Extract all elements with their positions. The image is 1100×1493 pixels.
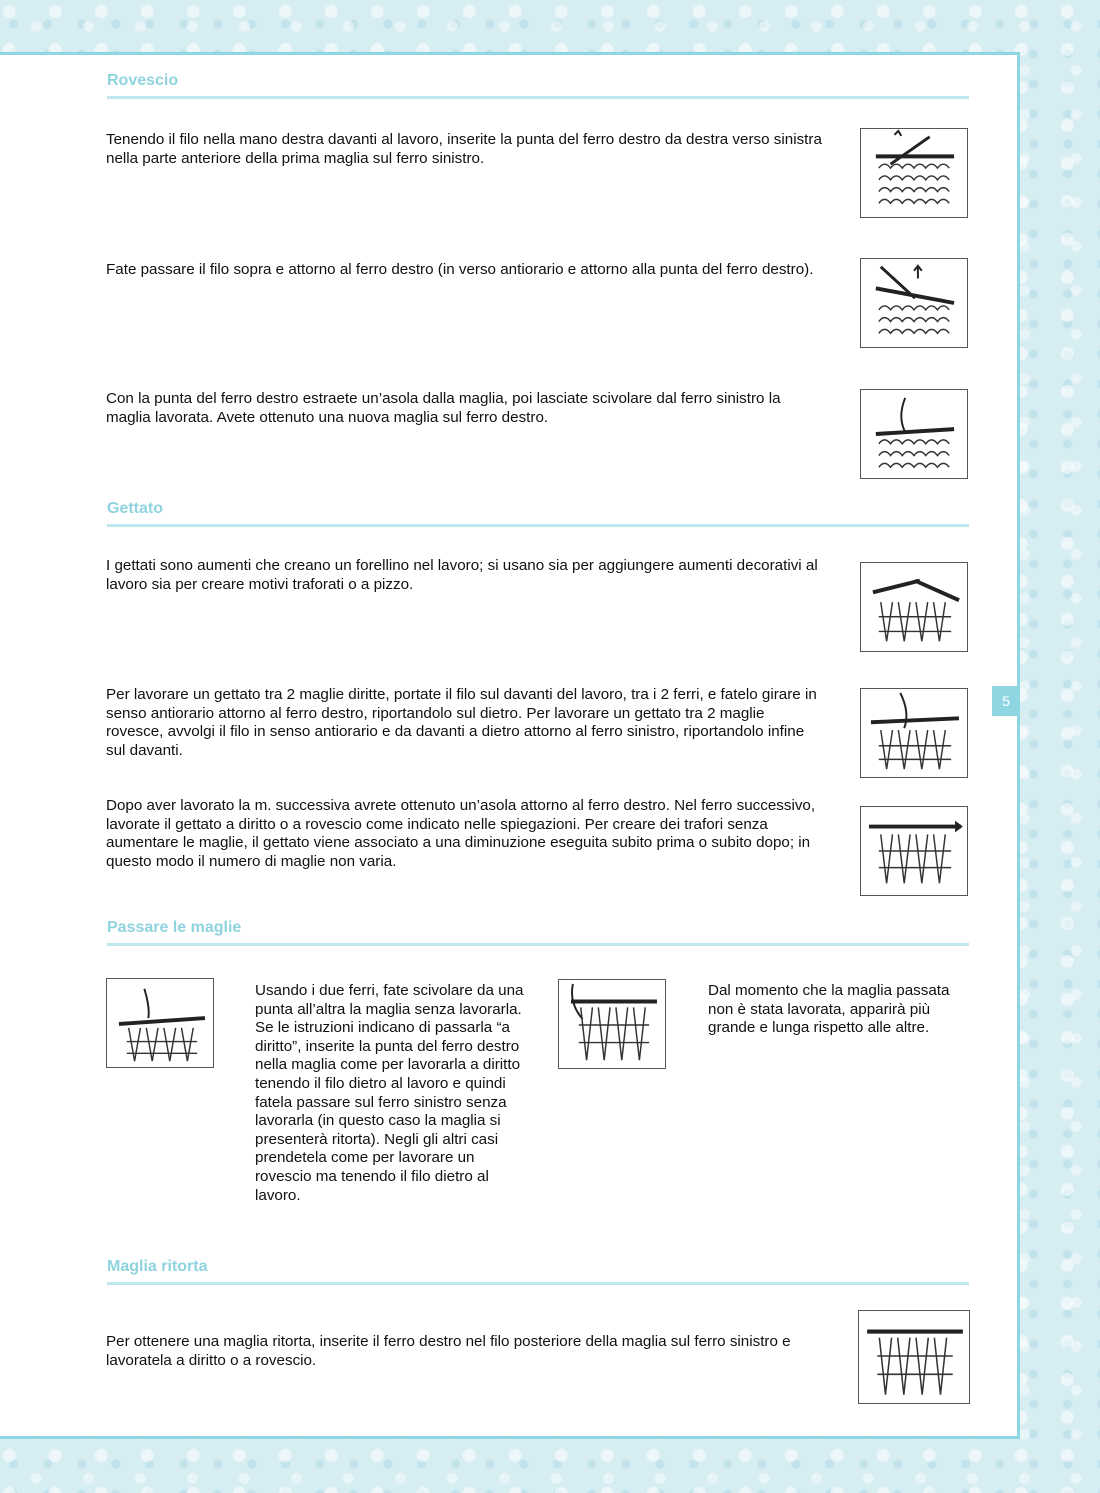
section-heading-passare: Passare le maglie bbox=[107, 919, 969, 946]
gettato-step-2: Per lavorare un gettato tra 2 maglie diritte, portate il filo sul davanti del lavoro, tra i 2 ferri, e fatelo girare in senso antiorario attorno al ferro destro, riportandolo sul dietro. Per lavorare un gettato tra 2 maglie rovesce, avvolgi il filo in senso antiorario e da davanti a dietro attorno al ferro sinistro, riportandolo infine sul davanti. bbox=[106, 686, 817, 759]
yarn-over-step-1-illustration bbox=[860, 562, 968, 652]
section-heading-gettato: Gettato bbox=[107, 500, 969, 527]
rovescio-step-1: Tenendo il filo nella mano destra davanti al lavoro, inserite la punta del ferro destro da destra verso sinistra nella parte anteriore della prima maglia sul ferro sinistro. bbox=[106, 131, 822, 167]
passare-text-1: Usando i due ferri, fate scivolare da una punta all’altra la maglia senza lavorarla. Se le istruzioni indicano di passarla “a diritto”, inserite la punta del ferro destro nella maglia come per lavorarla a diritto tenendo il filo dietro al lavoro e quindi fatela passare sul ferro sinistro senza lavorarla (in questo caso la maglia si presenterà ritorta). Negli gli altri casi prendetela come per lavorare un rovescio ma tenendo il filo dietro al lavoro. bbox=[255, 982, 524, 1204]
section-heading-rovescio: Rovescio bbox=[107, 72, 969, 99]
slip-stitch-illustration-2 bbox=[558, 979, 666, 1069]
yarn-over-step-3-illustration bbox=[860, 806, 968, 896]
purl-step-3-illustration bbox=[860, 389, 968, 479]
passare-text-2: Dal momento che la maglia passata non è stata lavorata, apparirà più grande e lunga rispetto alle altre. bbox=[708, 982, 950, 1037]
purl-step-1-illustration bbox=[860, 128, 968, 218]
ritorta-text: Per ottenere una maglia ritorta, inserite il ferro destro nel filo posteriore della maglia sul ferro sinistro e lavoratela a diritto o a rovescio. bbox=[106, 1333, 791, 1369]
rovescio-step-2: Fate passare il filo sopra e attorno al ferro destro (in verso antiorario e attorno alla punta del ferro destro). bbox=[106, 261, 814, 278]
slip-stitch-illustration-1 bbox=[106, 978, 214, 1068]
gettato-step-3: Dopo aver lavorato la m. successiva avrete ottenuto un’asola attorno al ferro destro. Nel ferro successivo, lavorate il gettato a diritto o a rovescio come indicato nelle spiegazioni. Per creare dei trafori senza aumentare le maglie, il gettato viene associato a una diminuzione eseguita subito prima o subito dopo; in questo modo il numero di maglie non varia. bbox=[106, 797, 816, 870]
page-number-tab: 5 bbox=[992, 686, 1020, 716]
purl-step-2-illustration bbox=[860, 258, 968, 348]
section-heading-ritorta: Maglia ritorta bbox=[107, 1258, 969, 1285]
gettato-step-1: I gettati sono aumenti che creano un forellino nel lavoro; si usano sia per aggiungere aumenti decorativi al lavoro sia per creare motivi traforati o a pizzo. bbox=[106, 557, 818, 593]
rovescio-step-3: Con la punta del ferro destro estraete un’asola dalla maglia, poi lasciate scivolare dal ferro sinistro la maglia lavorata. Avete ottenuto una nuova maglia sul ferro destro. bbox=[106, 390, 781, 426]
twisted-stitch-illustration bbox=[858, 1310, 970, 1404]
yarn-over-step-2-illustration bbox=[860, 688, 968, 778]
knitting-diagram-icon bbox=[861, 129, 967, 217]
